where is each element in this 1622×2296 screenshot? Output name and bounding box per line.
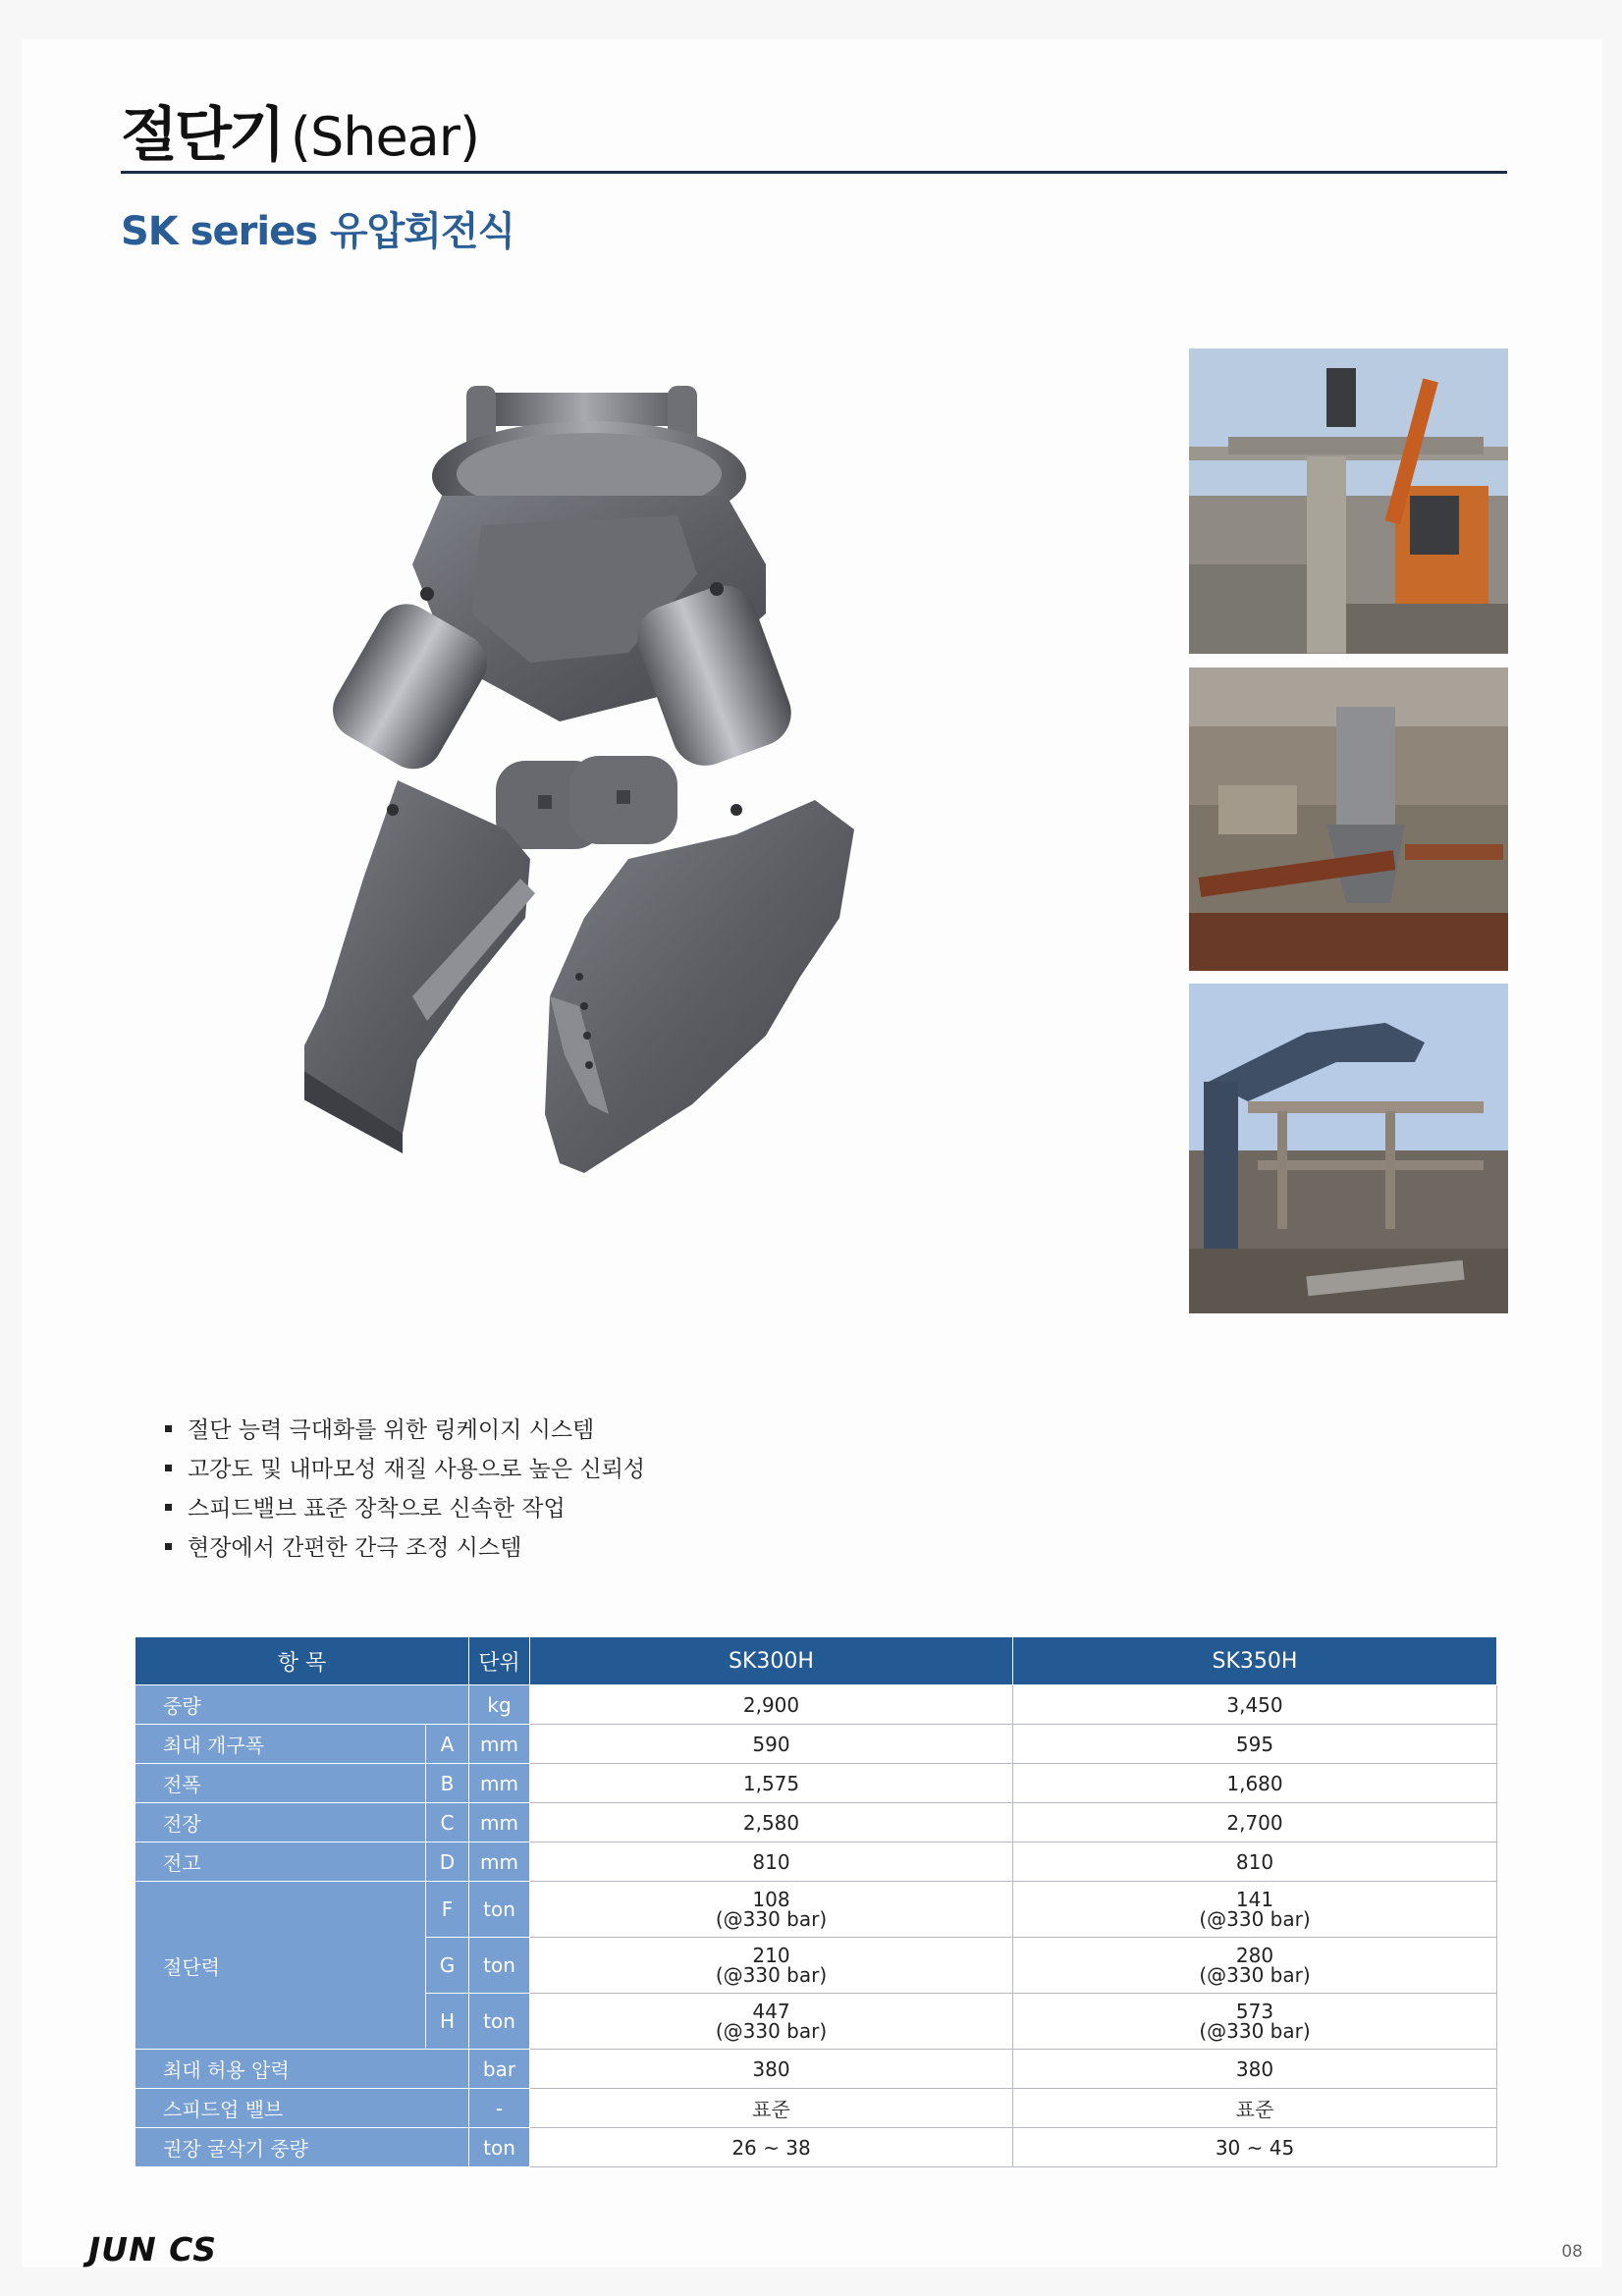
value-sk350h: 573 (@330 bar): [1013, 1994, 1497, 2050]
value-sk300h: 210 (@330 bar): [530, 1938, 1013, 1994]
value-sk300h: 590: [530, 1725, 1013, 1764]
header-model-sk300h: SK300H: [530, 1637, 1013, 1685]
value-sk300h: 108 (@330 bar): [530, 1882, 1013, 1938]
field-photo-excavator-steel-beams: [1189, 348, 1508, 654]
title-english: (Shear): [290, 106, 480, 168]
row-code: B: [426, 1764, 469, 1803]
row-unit: ton: [469, 1882, 530, 1938]
row-label: 전고: [135, 1842, 426, 1882]
value-sk300h: 26 ~ 38: [530, 2128, 1013, 2167]
table-row: [135, 2050, 1497, 2089]
header-unit: 단위: [469, 1637, 530, 1685]
bullet-icon: [165, 1543, 172, 1550]
value-sk350h: 1,680: [1013, 1764, 1497, 1803]
field-photo-demolition-site: [1189, 984, 1508, 1313]
table-row: [135, 1882, 1497, 1938]
value-sk350h: 380: [1013, 2050, 1497, 2089]
title-korean: 절단기: [121, 101, 283, 170]
row-label: 최대 개구폭: [135, 1725, 426, 1764]
bullet-icon: [165, 1425, 172, 1432]
table-row: [135, 1725, 1497, 1764]
value-sk350h: 141 (@330 bar): [1013, 1882, 1497, 1938]
row-code: G: [426, 1938, 469, 1994]
value-sk300h: 1,575: [530, 1764, 1013, 1803]
value-sk350h: 표준: [1013, 2089, 1497, 2128]
value-sk350h: 595: [1013, 1725, 1497, 1764]
spec-table: [135, 1636, 1497, 2167]
table-row: [135, 2089, 1497, 2128]
table-row: [135, 2128, 1497, 2167]
row-code: C: [426, 1803, 469, 1842]
value-sk350h: 3,450: [1013, 1685, 1497, 1725]
value-sk300h: 447 (@330 bar): [530, 1994, 1013, 2050]
row-label: 최대 허용 압력: [135, 2050, 469, 2089]
page-number: 08: [1561, 2242, 1583, 2262]
row-unit: mm: [469, 1764, 530, 1803]
value-sk350h: 2,700: [1013, 1803, 1497, 1842]
row-label: 전장: [135, 1803, 426, 1842]
spec-table-header: [135, 1637, 1497, 1685]
bullet-icon: [165, 1465, 172, 1471]
row-unit: ton: [469, 1938, 530, 1994]
row-unit: ton: [469, 2128, 530, 2167]
header-model-sk350h: SK350H: [1013, 1637, 1497, 1685]
feature-list: [165, 1411, 645, 1568]
value-sk300h: 810: [530, 1842, 1013, 1882]
row-unit: mm: [469, 1842, 530, 1882]
row-label: 전폭: [135, 1764, 426, 1803]
value-sk300h: 2,580: [530, 1803, 1013, 1842]
feature-item: 고강도 및 내마모성 재질 사용으로 높은 신뢰성: [165, 1450, 645, 1489]
feature-item: 스피드밸브 표준 장착으로 신속한 작업: [165, 1489, 645, 1528]
feature-item: 절단 능력 극대화를 위한 링케이지 시스템: [165, 1411, 645, 1450]
field-photo-scrap-cutting: [1189, 667, 1508, 971]
title-divider: [121, 171, 1507, 174]
row-code: D: [426, 1842, 469, 1882]
company-logo: JUN CS: [88, 2230, 217, 2269]
row-unit: ton: [469, 1994, 530, 2050]
table-row: [135, 1803, 1497, 1842]
row-unit: mm: [469, 1725, 530, 1764]
row-code: A: [426, 1725, 469, 1764]
value-sk300h: 2,900: [530, 1685, 1013, 1725]
bullet-icon: [165, 1504, 172, 1511]
row-unit: bar: [469, 2050, 530, 2089]
table-row: [135, 1685, 1497, 1725]
table-row: [135, 1764, 1497, 1803]
series-subtitle: SK series 유압회전식: [121, 209, 515, 254]
row-code: F: [426, 1882, 469, 1938]
value-sk350h: 810: [1013, 1842, 1497, 1882]
page-title: [121, 101, 480, 170]
row-unit: kg: [469, 1685, 530, 1725]
feature-item: 현장에서 간편한 간극 조정 시스템: [165, 1528, 645, 1568]
row-unit: -: [469, 2089, 530, 2128]
shear-product-image: [304, 368, 1011, 1242]
row-label: 스피드업 밸브: [135, 2089, 469, 2128]
row-code: H: [426, 1994, 469, 2050]
value-sk300h: 380: [530, 2050, 1013, 2089]
row-label-cutting-force: 절단력: [135, 1882, 426, 2050]
value-sk350h: 280 (@330 bar): [1013, 1938, 1497, 1994]
table-row: [135, 1842, 1497, 1882]
row-label: 권장 굴삭기 중량: [135, 2128, 469, 2167]
header-item: 항 목: [135, 1637, 469, 1685]
row-label: 중량: [135, 1685, 469, 1725]
value-sk350h: 30 ~ 45: [1013, 2128, 1497, 2167]
value-sk300h: 표준: [530, 2089, 1013, 2128]
row-unit: mm: [469, 1803, 530, 1842]
